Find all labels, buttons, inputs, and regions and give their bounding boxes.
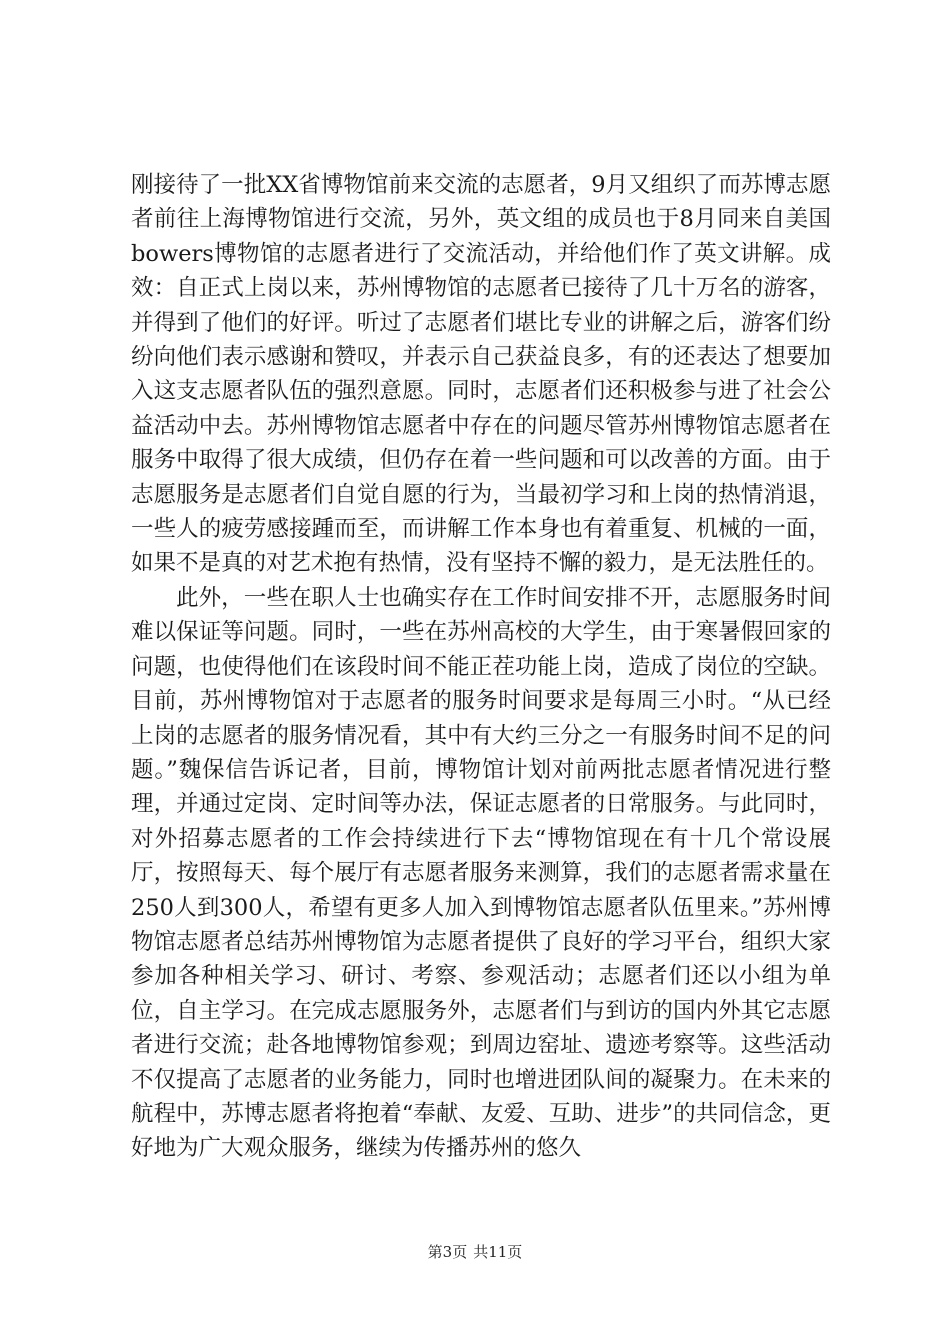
page-footer: [0, 1242, 950, 1262]
document-body: [131, 168, 831, 1166]
page-number-current: 第3页: [427, 1243, 468, 1261]
body-paragraph-2: 此外，一些在职人士也确实存在工作时间安排不开，志愿服务时间难以保证等问题。同时，一些在苏州高校的大学生，由于寒暑假回家的问题，也使得他们在该段时间不能正茬功能上岗，造成了岗位的空缺。目前，苏州博物馆对于志愿者的服务时间要求是每周三小时。“从已经上岗的志愿者的服务情况看，其中有大约三分之一有服务时间不足的问题。”魏保信告诉记者，目前，博物馆计划对前两批志愿者情况进行整理，并通过定岗、定时间等办法，保证志愿者的日常服务。与此同时，对外招募志愿者的工作会持续进行下去“博物馆现在有十几个常设展厅，按照每天、每个展厅有志愿者服务来测算，我们的志愿者需求量在250人到300人，希望有更多人加入到博物馆志愿者队伍里来。”苏州博物馆志愿者总结苏州博物馆为志愿者提供了良好的学习平台，组织大家参加各种相关学习、研讨、考察、参观活动；志愿者们还以小组为单位，自主学习。在完成志愿服务外，志愿者们与到访的国内外其它志愿者进行交流；赴各地博物馆参观；到周边窑址、遗迹考察等。这些活动不仅提高了志愿者的业务能力，同时也增进团队间的凝聚力。在未来的航程中，苏博志愿者将抱着“奉献、友爱、互助、进步”的共同信念，更好地为广大观众服务，继续为传播苏州的悠久: [131, 584, 831, 1162]
body-paragraph-1: 刚接待了一批XX省博物馆前来交流的志愿者，9月又组织了而苏博志愿者前往上海博物馆进行交流，另外，英文组的成员也于8月同来自美国bowers博物馆的志愿者进行了交流活动，并给他们作了英文讲解。成效：自正式上岗以来，苏州博物馆的志愿者已接待了几十万名的游客，并得到了他们的好评。听过了志愿者们堪比专业的讲解之后，游客们纷纷向他们表示感谢和赞叹，并表示自己获益良多，有的还表达了想要加入这支志愿者队伍的强烈意愿。同时，志愿者们还积极参与进了社会公益活动中去。苏州博物馆志愿者中存在的问题尽管苏州博物馆志愿者在服务中取得了很大成绩，但仍存在着一些问题和可以改善的方面。由于志愿服务是志愿者们自觉自愿的行为，当最初学习和上岗的热情消退，一些人的疲劳感接踵而至，而讲解工作本身也有着重复、机械的一面，如果不是真的对艺术抱有热情，没有坚持不懈的毅力，是无法胜任的。: [131, 172, 831, 577]
page-number-total: 共11页: [473, 1243, 523, 1261]
